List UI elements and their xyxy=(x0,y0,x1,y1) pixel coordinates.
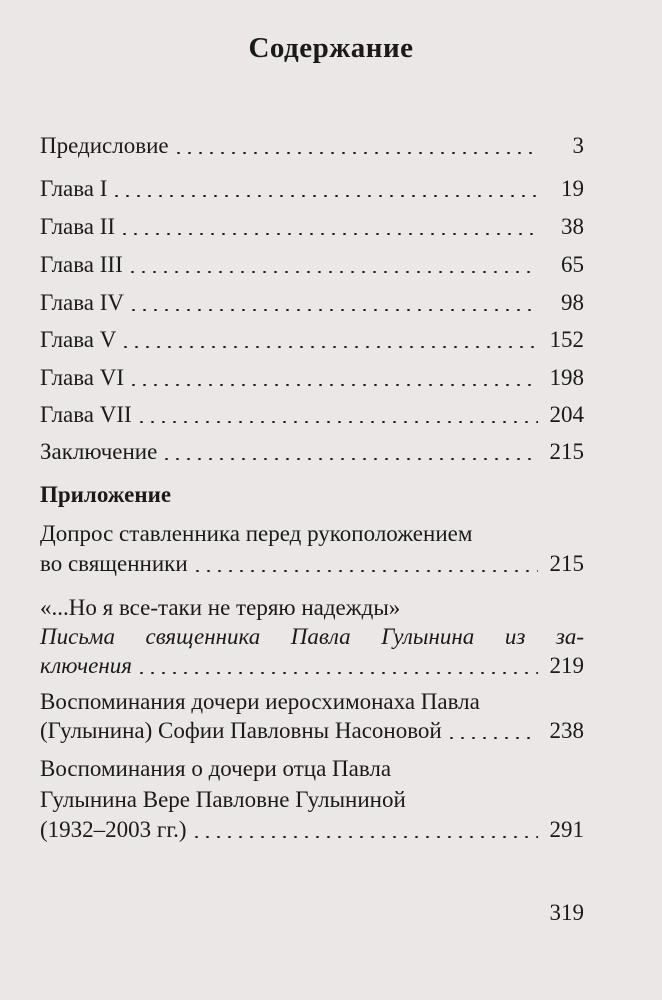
toc-entry-label: ключения xyxy=(40,653,132,678)
toc-entry-label: Глава VI xyxy=(40,365,125,390)
toc-entry-label: Предисловие xyxy=(40,133,169,158)
toc-entry-page: 152 xyxy=(549,327,584,352)
dot-leader xyxy=(127,271,538,273)
toc-entry-page: 3 xyxy=(572,133,584,158)
dot-leader xyxy=(191,836,538,838)
toc-entry-label: во священники xyxy=(40,551,188,576)
dot-leader xyxy=(173,152,538,154)
toc-entry-chapter-4[interactable] xyxy=(40,288,584,318)
appendix-item-1-last-line[interactable] xyxy=(40,549,584,579)
toc-entry-label: Глава V xyxy=(40,327,117,352)
appendix-item-4-last-line[interactable] xyxy=(40,815,584,845)
toc-entry-label: (Гулынина) Софии Павловны Насоновой xyxy=(40,718,442,743)
toc-entry-page: 19 xyxy=(561,176,584,201)
toc-entry-label: Глава IV xyxy=(40,290,125,315)
appendix-item-2-last-line[interactable] xyxy=(40,651,584,681)
toc-entry-page: 98 xyxy=(561,290,584,315)
appendix-heading: Приложение xyxy=(40,482,172,507)
toc-entry-chapter-7[interactable] xyxy=(40,400,584,430)
toc-entry-page: 215 xyxy=(549,439,584,464)
toc-entry-page: 215 xyxy=(549,551,584,576)
toc-entry-label: Глава I xyxy=(40,176,108,201)
toc-entry-page: 204 xyxy=(549,402,584,427)
toc-entry-chapter-6[interactable] xyxy=(40,363,584,393)
dot-leader xyxy=(120,346,538,348)
appendix-item-4-line-1[interactable]: Воспоминания о дочери отца Павла xyxy=(40,756,392,781)
toc-entry-page: 38 xyxy=(561,214,584,239)
appendix-item-3-last-line[interactable] xyxy=(40,716,584,746)
dot-leader xyxy=(119,233,538,235)
appendix-item-2-subtitle: Письма священника Павла Гулынина из за- xyxy=(40,624,584,649)
toc-entry-label: Глава VII xyxy=(40,402,132,427)
toc-entry-page: 291 xyxy=(549,817,584,842)
toc-entry-label: Глава II xyxy=(40,214,116,239)
dot-leader xyxy=(128,384,538,386)
toc-entry-label: (1932–2003 гг.) xyxy=(40,817,187,842)
toc-entry-page: 65 xyxy=(561,252,584,277)
dot-leader xyxy=(128,309,538,311)
toc-entry-chapter-3[interactable] xyxy=(40,250,584,280)
appendix-item-2-line-1[interactable]: «...Но я все-таки не теряю надежды» xyxy=(40,595,401,620)
appendix-item-3-line-1[interactable]: Воспоминания дочери иеросхимонаха Павла xyxy=(40,689,480,714)
page-number: 319 xyxy=(549,900,584,925)
dot-leader xyxy=(161,458,538,460)
toc-entry-preface[interactable] xyxy=(40,131,584,161)
page-title: Содержание xyxy=(248,32,414,64)
dot-leader xyxy=(136,421,538,423)
toc-entry-label: Заключение xyxy=(40,439,158,464)
dot-leader xyxy=(446,737,538,739)
toc-entry-page: 219 xyxy=(549,653,584,678)
dot-leader xyxy=(192,570,538,572)
toc-entry-page: 198 xyxy=(549,365,584,390)
toc-entry-chapter-5[interactable] xyxy=(40,325,584,355)
toc-entry-label: Глава III xyxy=(40,252,123,277)
toc-entry-page: 238 xyxy=(549,718,584,743)
dot-leader xyxy=(111,195,538,197)
toc-entry-chapter-1[interactable] xyxy=(40,174,584,204)
appendix-item-1-line-1[interactable]: Допрос ставленника перед рукоположением xyxy=(40,521,473,546)
appendix-item-4-line-2[interactable]: Гулынина Вере Павловне Гулыниной xyxy=(40,787,406,812)
toc-entry-chapter-2[interactable] xyxy=(40,212,584,242)
toc-entry-conclusion[interactable] xyxy=(40,437,584,467)
dot-leader xyxy=(136,672,538,674)
